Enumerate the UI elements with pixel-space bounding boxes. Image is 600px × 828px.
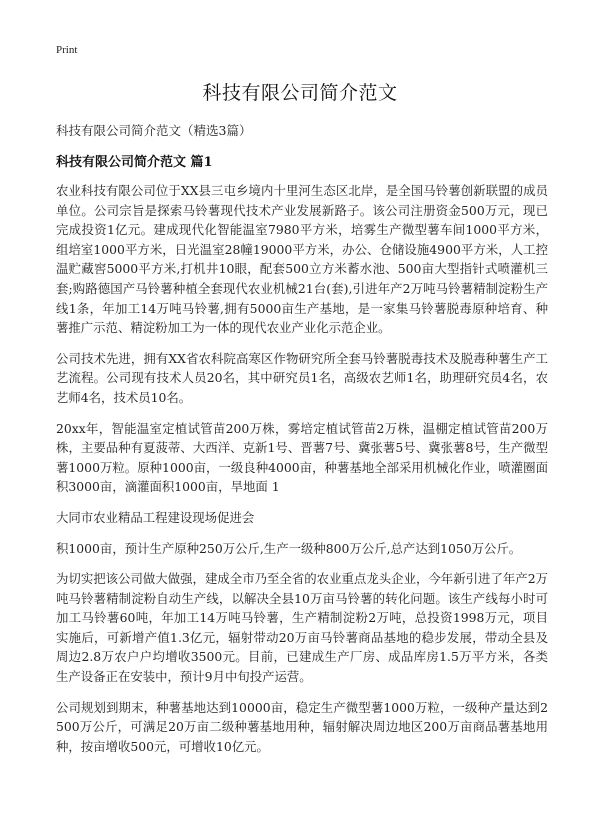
paragraph-planning: 公司规划到期末，种薯基地达到10000亩，稳定生产微型薯1000万粒，一级种产量达到2500万公斤，可满足20万亩二级种薯基地用种，辐射解决周边地区200万亩商品薯基地用种，按亩增收500元，可增收10亿元。 [56,699,548,754]
page-title: 科技有限公司简介范文 [202,82,398,104]
document-body [56,181,548,767]
print-label[interactable]: Print [56,44,78,56]
paragraph-planting: 20xx年，智能温室定植试管苗200万株，雾培定植试管苗2万株，温棚定植试管苗200万株，主要品种有夏菠蒂、大西洋、克新1号、晋薯7号、冀张薯5号、冀张薯8号，生产微型薯1000万粒。原种1000亩，一级良种4000亩，种薯基地全部采用机械化作业，喷灌圈面积3000亩，滴灌面积1000亩，旱地面 1 [56,420,548,495]
paragraph-expansion: 为切实把该公司做大做强，建成全市乃至全省的农业重点龙头企业，今年新引进了年产2万吨马铃薯精制淀粉自动生产线，以解决全县10万亩马铃薯的转化问题。该生产线每小时可加工马铃薯60吨，年加工14万吨马铃薯，生产精制淀粉2万吨，总投资1998万元，项目实施后，可新增产值1.3亿元，辐射带动20万亩马铃薯商品基地的稳步发展，带动全县及周边2.8万农户户均增收3500元。目前，已建成生产厂房、成品库房1.5万平方米，各类生产设备正在安装中，预计9月中旬投产运营。 [56,571,548,685]
paragraph-production: 积1000亩，预计生产原种250万公斤,生产一级种800万公斤,总产达到1050万公斤。 [56,540,522,556]
document-subtitle: 科技有限公司简介范文（精选3篇） [56,123,252,138]
paragraph-technology: 公司技术先进，拥有XX省农科院高寒区作物研究所全套马铃薯脱毒技术及脱毒种薯生产工艺流程。公司现有技术人员20名，其中研究员1名，高级农艺师1名，助理研究员4名，农艺师4名，技术员10名。 [56,350,548,405]
section-heading: 科技有限公司简介范文 篇1 [56,155,213,170]
paragraph-company-intro: 农业科技有限公司位于XX县三屯乡境内十里河生态区北岸，是全国马铃薯创新联盟的成员单位。公司宗旨是探索马铃薯现代技术产业发展新路子。该公司注册资金500万元，现已完成投资1亿元。建成现代化智能温室7980平方米，培雾生产微型薯车间1000平方米，组培室1000平方米，日光温室28幢19000平方米，办公、仓储设施4900平方米，人工控温贮藏窖5000平方米,打机井10眼，配套500立方米蓄水池、500亩大型指针式喷灌机三套;购路德国产马铃薯种植全套现代农业机械21台(套),引进年产2万吨马铃薯精制淀粉生产线1条，年加工14万吨马铃薯,拥有5000亩生产基地，是一家集马铃薯脱毒原种培育、种薯推广示范、精淀粉加工为一体的现代农业产业化示范企业。 [56,183,548,336]
paragraph-meeting-note: 大同市农业精品工程建设现场促进会 [56,509,255,525]
